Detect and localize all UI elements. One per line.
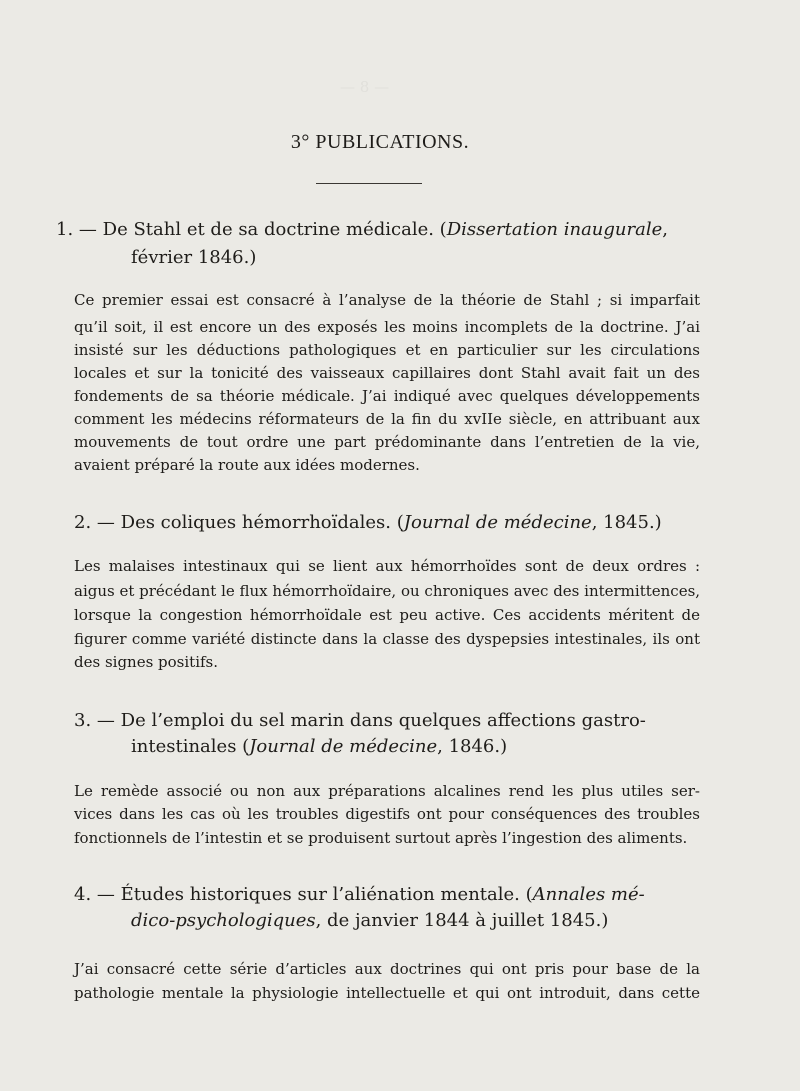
section-1-title-cont: février 1846.) <box>131 247 257 268</box>
section-4-title <box>74 884 645 906</box>
section-title-source: Journal de médecine <box>249 736 438 757</box>
section-4-title-cont <box>131 910 608 932</box>
paragraph-line: locales et sur la tonicité des vaisseaux capillaires dont Stahl avait fait un des <box>74 364 700 382</box>
section-number: 3. <box>74 710 92 731</box>
paragraph-line: fonctionnels de l’intestin et se produisent surtout après l’ingestion des aliments. <box>74 829 688 847</box>
bleed-through-text: — 8 — <box>340 78 390 96</box>
paragraph-line: Le remède associé ou non aux préparations alcalines rend les plus utiles ser- <box>74 782 700 800</box>
paragraph-line: avaient préparé la route aux idées modernes. <box>74 456 420 474</box>
section-title-end: , de janvier 1844 à juillet 1845.) <box>315 910 609 931</box>
paragraph-line: lorsque la congestion hémorrhoïdale est peu active. Ces accidents méritent de <box>74 606 700 624</box>
paragraph-line: aigus et précédant le flux hémorrhoïdaire, ou chroniques avec des intermittences, <box>74 582 701 600</box>
page-heading: 3° PUBLICATIONS. <box>290 131 470 153</box>
section-number: 2. <box>74 512 92 533</box>
section-title-source: Dissertation inaugurale <box>446 219 663 240</box>
paragraph-line: fondements de sa théorie médicale. J’ai indiqué avec quelques développements <box>74 387 700 405</box>
section-3-title <box>74 710 646 732</box>
section-title-source: Annales mé- <box>532 884 645 905</box>
section-title-text: intestinales ( <box>131 736 250 757</box>
paragraph-line: comment les médecins réformateurs de la fin du xvIIe siècle, en attribuant aux <box>74 410 700 428</box>
section-title-text: — Études historiques sur l’aliénation mentale. ( <box>96 884 533 905</box>
section-title-end: , 1845.) <box>591 512 662 533</box>
paragraph-line: Ce premier essai est consacré à l’analyse de la théorie de Stahl ; si imparfait <box>74 291 700 309</box>
heading-rule <box>316 183 422 184</box>
section-1-title <box>56 219 668 241</box>
paragraph-line: figurer comme variété distincte dans la classe des dyspepsies intestinales, ils ont <box>74 630 700 648</box>
section-number: 4. <box>74 884 92 905</box>
paragraph-line: des signes positifs. <box>74 653 219 671</box>
section-title-end: , 1846.) <box>437 736 508 757</box>
section-title-end: , <box>662 219 668 240</box>
section-3-title-cont <box>131 736 507 758</box>
section-title-text: — De l’emploi du sel marin dans quelques affections gastro- <box>96 710 646 731</box>
paragraph-line: qu’il soit, il est encore un des exposés les moins incomplets de la doctrine. J’ai <box>74 318 700 336</box>
paragraph-line: mouvements de tout ordre une part prédominante dans l’entretien de la vie, <box>74 433 700 451</box>
paragraph-line: insisté sur les déductions pathologiques et en particulier sur les circulations <box>74 341 700 359</box>
paragraph-line: Les malaises intestinaux qui se lient aux hémorrhoïdes sont de deux ordres : <box>74 557 700 575</box>
section-title-text: — Des coliques hémorrhoïdales. ( <box>96 512 404 533</box>
paragraph-line: vices dans les cas où les troubles digestifs ont pour conséquences des troubles <box>74 805 700 823</box>
section-2-title <box>74 512 662 534</box>
section-number: 1. <box>56 219 74 240</box>
paragraph-line: pathologie mentale la physiologie intellectuelle et qui ont introduit, dans cette <box>74 984 700 1002</box>
paragraph-line: J’ai consacré cette série d’articles aux doctrines qui ont pris pour base de la <box>74 960 700 978</box>
section-title-source: dico-psychologiques <box>131 910 316 931</box>
section-title-source: Journal de médecine <box>403 512 592 533</box>
section-title-text: — De Stahl et de sa doctrine médicale. ( <box>78 219 447 240</box>
